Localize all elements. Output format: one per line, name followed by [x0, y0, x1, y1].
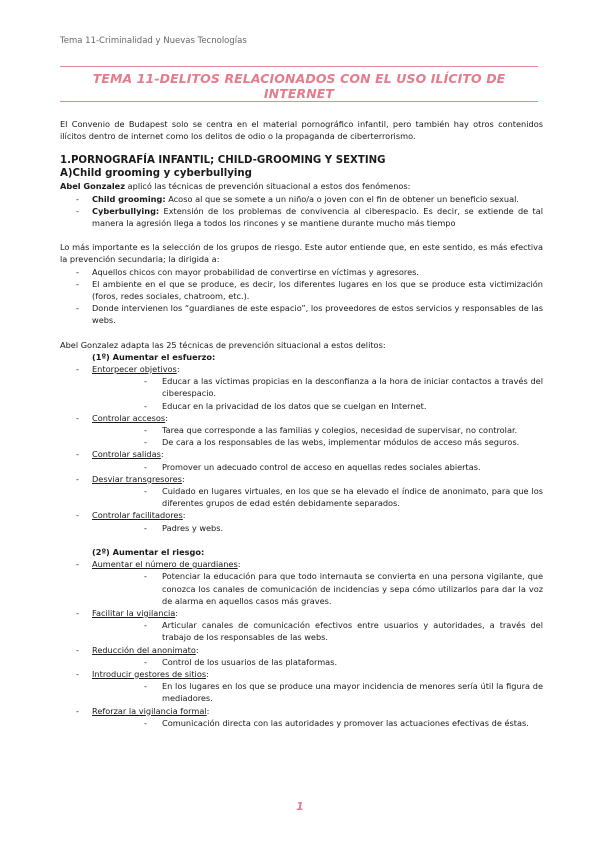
- technique-item: - Introducir gestores de sitios: - En los lugares en los que se produce una mayor incidencia de menores sería útil la figura de mediadores.: [60, 668, 543, 705]
- definition-term: Child grooming:: [92, 193, 166, 204]
- technique-label: Aumentar el número de guardianes: [92, 559, 238, 570]
- sub-item: - Comunicación directa con las autoridades y promover las actuaciones efectivas de éstas.: [92, 717, 543, 729]
- list-item: - Donde intervienen los “guardianes de este espacio”, los proveedores de estos servicios y responsables de las webs.: [60, 302, 543, 326]
- technique-label: Controlar salidas: [92, 449, 161, 460]
- technique-label: Entorpecer objetivos: [92, 364, 177, 375]
- technique-list: [60, 363, 543, 534]
- technique-item: - Entorpecer objetivos: - Educar a las víctimas propicias en la desconfianza a la hora de iniciar contactos a través del ciberespacio. - Educar en la privacidad de los datos que se cuelgan en Internet.: [60, 363, 543, 412]
- sub-item: - Articular canales de comunicación efectivos entre usuarios y autoridades, a través del trabajo de los responsables de las webs.: [92, 619, 543, 643]
- running-header: Tema 11-Criminalidad y Nuevas Tecnologías: [60, 36, 247, 46]
- technique-sublist: [92, 680, 543, 704]
- technique-label: Controlar accesos: [92, 412, 166, 423]
- list-item: - Aquellos chicos con mayor probabilidad de convertirse en víctimas y agresores.: [60, 266, 543, 278]
- definition-item: [60, 193, 543, 205]
- technique-item: - Aumentar el número de guardianes: - Potenciar la educación para que todo internauta se convierta en una persona vigilante, que conozca los canales de comunicación de incidencias y sepa cómo utilizarlos para dar la voz de alarma en aquellos casos más graves.: [60, 558, 543, 607]
- technique-item: - Controlar salidas: - Promover un adecuado control de acceso en aquellas redes sociales abiertas.: [60, 448, 543, 472]
- technique-item: - Facilitar la vigilancia: - Articular canales de comunicación efectivos entre usuarios y autoridades, a través del trabajo de los responsables de las webs.: [60, 607, 543, 644]
- risk-list: [60, 266, 543, 327]
- sub-item: - Cuidado en lugares virtuales, en los que se ha elevado el índice de anonimato, para que los diferentes grupos de edad estén debidamente separados.: [92, 485, 543, 509]
- document-body: [60, 118, 543, 729]
- title-rule-bottom: [60, 101, 538, 102]
- group-title: (1º) Aumentar el esfuerzo:: [92, 351, 216, 362]
- sub-item: - Tarea que corresponde a las familias y colegios, necesidad de supervisar, no controlar.: [92, 424, 543, 436]
- sub-item: - Promover un adecuado control de acceso en aquellas redes sociales abiertas.: [92, 461, 543, 473]
- definition-term: Cyberbullying:: [92, 205, 160, 216]
- technique-sublist: [92, 717, 543, 729]
- sub-item: - Educar a las víctimas propicias en la desconfianza a la hora de iniciar contactos a través del ciberespacio.: [92, 375, 543, 399]
- sub-item: - De cara a los responsables de las webs, implementar módulos de acceso más seguros.: [92, 436, 543, 448]
- intro-paragraph: El Convenio de Budapest solo se centra en el material pornográfico infantil, pero también hay otros contenidos ilícitos dentro de internet como los delitos de odio o la propaganda de ciberterrorismo.: [60, 119, 543, 142]
- group-title: (2º) Aumentar el riesgo:: [92, 546, 205, 557]
- technique-sublist: [92, 570, 543, 607]
- technique-label: Reforzar la vigilancia formal: [92, 705, 207, 716]
- technique-sublist: [92, 522, 543, 534]
- technique-label: Reducción del anonimato: [92, 644, 196, 655]
- technique-sublist: [92, 461, 543, 473]
- technique-sublist: [92, 485, 543, 509]
- adapt-paragraph: Abel Gonzalez adapta las 25 técnicas de prevención situacional a estos delitos:: [60, 339, 386, 350]
- technique-label: Facilitar la vigilancia: [92, 607, 176, 618]
- title-rule-top: [60, 66, 538, 67]
- sub-item: - Padres y webs.: [92, 522, 543, 534]
- section-heading: 1.PORNOGRAFÍA INFANTIL; CHILD-GROOMING Y SEXTING: [60, 155, 386, 167]
- technique-label: Introducir gestores de sitios: [92, 668, 207, 679]
- page-title: TEMA 11-DELITOS RELACIONADOS CON EL USO ILÍCITO DE INTERNET: [92, 71, 506, 101]
- technique-sublist: [92, 375, 543, 412]
- risk-paragraph: Lo más importante es la selección de los grupos de riesgo. Este autor entiende que, en este sentido, es más efectiva la prevención secundaria; la dirigida a:: [60, 242, 543, 265]
- technique-label: Desviar transgresores: [92, 473, 182, 484]
- sub-item: - Potenciar la educación para que todo internauta se convierta en una persona vigilante, que conozca los canales de comunicación de incidencias y sepa cómo utilizarlos para dar la voz de alarma en aquellos casos más graves.: [92, 570, 543, 607]
- definition-item: [60, 205, 543, 229]
- lead-author: Abel Gonzalez: [60, 181, 125, 192]
- definition-text: Acoso al que se somete a un niño/a o joven con el fin de obtener un beneficio sexual.: [165, 193, 519, 204]
- lead-text: aplicó las técnicas de prevención situacional a estos dos fenómenos:: [125, 181, 411, 192]
- list-item: - El ambiente en el que se produce, es decir, los diferentes lugares en los que se produce esta victimización (foros, redes sociales, chatroom, etc.).: [60, 278, 543, 302]
- subsection-heading: A)Child grooming y cyberbullying: [60, 168, 252, 180]
- technique-label: Controlar facilitadores: [92, 510, 183, 521]
- sub-item: - Control de los usuarios de las plataformas.: [92, 656, 543, 668]
- sub-item: - En los lugares en los que se produce una mayor incidencia de menores sería útil la figura de mediadores.: [92, 680, 543, 704]
- technique-item: - Reforzar la vigilancia formal: - Comunicación directa con las autoridades y promover las actuaciones efectivas de éstas.: [60, 705, 543, 729]
- sub-item: - Educar en la privacidad de los datos que se cuelgan en Internet.: [92, 400, 543, 412]
- technique-sublist: [92, 424, 543, 448]
- technique-item: - Reducción del anonimato: - Control de los usuarios de las plataformas.: [60, 644, 543, 668]
- page-number: 1: [296, 800, 304, 813]
- technique-item: - Controlar accesos: - Tarea que corresponde a las familias y colegios, necesidad de supervisar, no controlar. - De cara a los responsables de las webs, implementar módulos de acceso más seguros.: [60, 412, 543, 449]
- lead-paragraph: [60, 180, 543, 192]
- technique-sublist: [92, 619, 543, 643]
- technique-sublist: [92, 656, 543, 668]
- technique-item: - Controlar facilitadores: - Padres y webs.: [60, 509, 543, 533]
- technique-list: [60, 558, 543, 729]
- technique-item: - Desviar transgresores: - Cuidado en lugares virtuales, en los que se ha elevado el índice de anonimato, para que los diferentes grupos de edad estén debidamente separados.: [60, 473, 543, 510]
- definition-text: Extensión de los problemas de convivencia al ciberespacio. Es decir, se extiende de tal manera la agresión llega a todos los rincones y se mantiene durante mucho más tiempo: [92, 205, 543, 229]
- definitions-list: [60, 193, 543, 230]
